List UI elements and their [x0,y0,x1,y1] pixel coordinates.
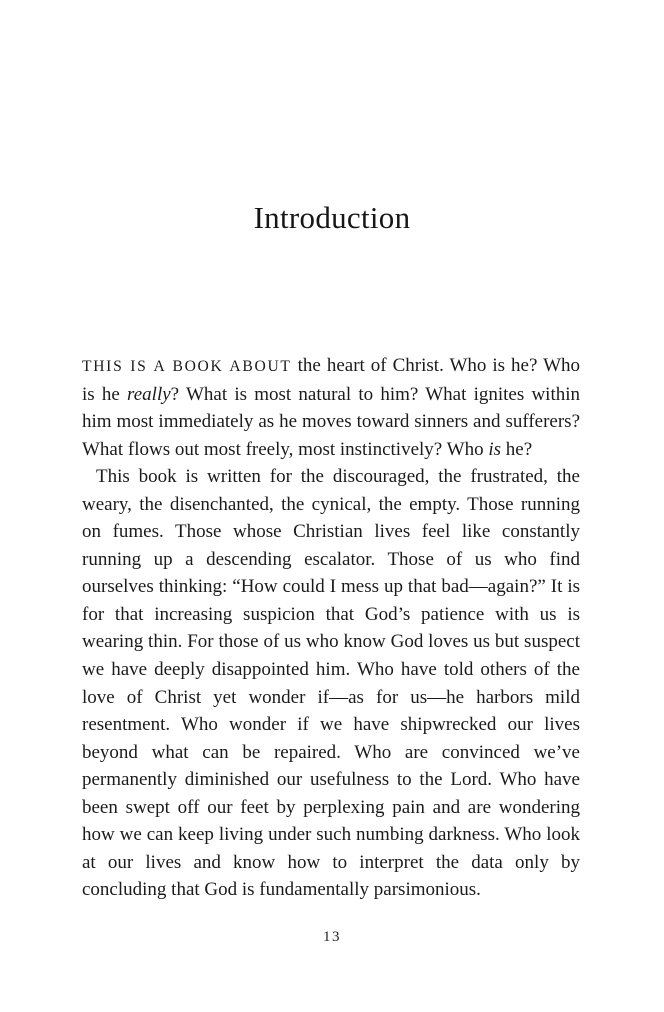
paragraph [82,352,580,463]
text-run-normal: This book is written for the discouraged, the frustrated, the weary, the disenchanted, the cynical, the empty. Those running on fumes. Those whose Christian lives feel like constantly running up a descending escalator. Those of us who find ourselves thinking: “How could I mess up that bad—again?” It is for that increasing suspicion that God’s patience with us is wearing thin. For those of us who know God loves us but suspect we have deeply disappointed him. Who have told others of the love of Christ yet wonder if—as for us—he harbors mild resentment. Who wonder if we have shipwrecked our lives beyond what can be repaired. Who are convinced we’ve permanently diminished our usefulness to the Lord. Who have been swept off our feet by perplexing pain and are wondering how we can keep living under such numbing darkness. Who look at our lives and know how to interpret the data only by concluding that God is fundamentally parsimonious. [82,466,580,901]
body-text [82,352,580,904]
page-number: 13 [323,929,341,945]
text-run-italic: really [127,383,171,405]
text-run-normal: he? [501,438,533,460]
chapter-title: Introduction [253,200,411,235]
text-run-normal: the heart of Christ. Who is he? Who is he [82,355,581,405]
text-run-normal: ? What is most natural to him? What ignites within him most immediately as he moves toward sinners and sufferers? What flows out most freely, most instinctively? Who [82,383,581,460]
paragraph [82,463,580,904]
text-run-smallcaps: THIS IS A BOOK ABOUT [82,358,292,375]
text-run-italic: is [488,438,502,460]
